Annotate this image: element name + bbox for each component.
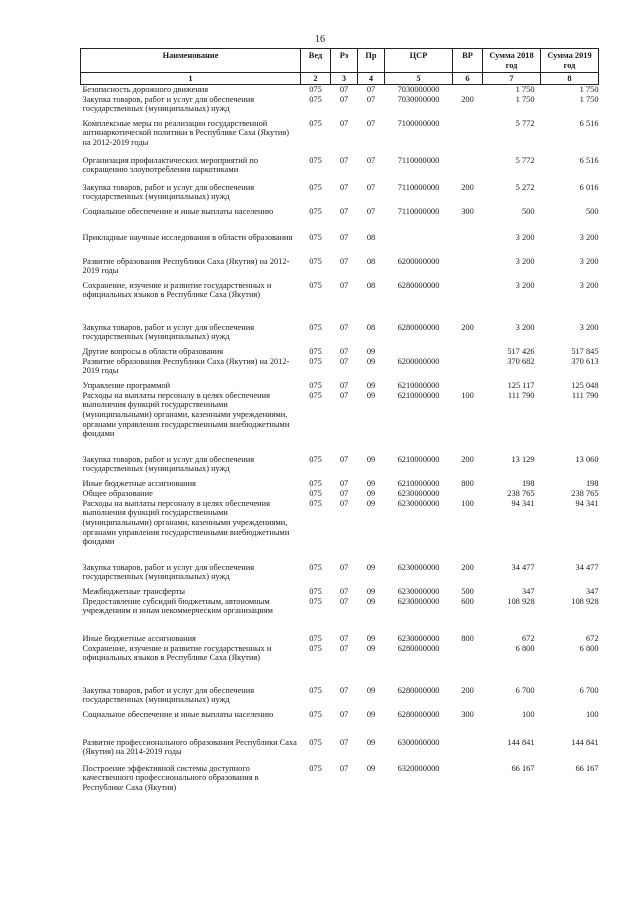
row-pr: 09 [366, 643, 376, 653]
row-sum-2018: 1 750 [515, 85, 535, 95]
row-csr: 6210000000 [397, 454, 440, 464]
row-name: Иные бюджетные ассигнования [82, 633, 196, 643]
row-rz: 07 [339, 346, 349, 356]
row-sum-2019: 6 700 [579, 685, 599, 695]
row-sum-2018: 198 [521, 478, 535, 488]
row-vr [453, 357, 483, 381]
row-sum-2018: 517 426 [507, 346, 535, 356]
row-csr: 6280000000 [397, 685, 440, 695]
row-csr: 7110000000 [397, 206, 440, 216]
row-rz: 07 [339, 155, 349, 165]
row-name: Закупка товаров, работ и услуг для обеспечения государственных (муниципальных) нужд [82, 685, 255, 705]
row-pr: 07 [366, 94, 376, 104]
row-rz: 07 [339, 182, 349, 192]
row-csr: 6230000000 [397, 596, 440, 606]
column-number: 8 [541, 73, 599, 85]
page-number: 16 [315, 34, 325, 45]
row-sum-2019: 6 800 [579, 643, 599, 653]
table-row [81, 119, 599, 156]
table-row [81, 587, 599, 597]
row-ved: 075 [309, 763, 322, 773]
row-name: Развитие образования Республики Саха (Якутия) на 2012-2019 годы [82, 256, 290, 276]
row-ved: 075 [309, 356, 322, 366]
row-ved: 075 [309, 596, 322, 606]
table-row [81, 281, 599, 323]
row-name: Расходы на выплаты персоналу в целях обеспечения выполнения функций государственными (муниципальными) органами, казенными учреждениями, органами управления государственными внебюджетными фондами [82, 498, 290, 547]
row-vr [453, 489, 483, 499]
row-sum-2018: 3 200 [515, 322, 535, 332]
row-name: Закупка товаров, работ и услуг для обеспечения государственных (муниципальных) нужд [82, 562, 255, 582]
row-sum-2019: 370 613 [571, 356, 599, 366]
row-sum-2019: 347 [585, 586, 599, 596]
row-rz: 07 [339, 380, 349, 390]
row-rz: 07 [339, 94, 349, 104]
row-pr: 08 [366, 280, 376, 290]
row-sum-2019: 3 200 [579, 280, 599, 290]
row-sum-2018: 144 841 [507, 737, 535, 747]
row-name: Закупка товаров, работ и услуг для обеспечения государственных (муниципальных) нужд [82, 322, 255, 342]
row-ved: 075 [309, 633, 322, 643]
row-csr: 6230000000 [397, 562, 440, 572]
row-rz: 07 [339, 206, 349, 216]
row-sum-2019: 238 765 [571, 488, 599, 498]
row-ved: 075 [309, 454, 322, 464]
row-name: Развитие профессионального образования Республики Саха (Якутия) на 2014-2019 годы [82, 737, 297, 757]
row-pr: 08 [366, 232, 376, 242]
row-vr: 300 [461, 709, 474, 719]
row-sum-2018: 3 200 [515, 280, 535, 290]
row-ved: 075 [309, 586, 322, 596]
row-sum-2019: 672 [585, 633, 599, 643]
row-sum-2018: 5 272 [515, 182, 535, 192]
row-vr [453, 156, 483, 183]
row-csr: 7100000000 [397, 118, 440, 128]
row-ved: 075 [309, 685, 322, 695]
table-row [81, 563, 599, 587]
row-sum-2019: 34 477 [575, 562, 599, 572]
header-name: Наименование [81, 49, 301, 73]
row-pr: 09 [366, 356, 376, 366]
table-row [81, 323, 599, 347]
row-ved: 075 [309, 380, 322, 390]
row-vr: 200 [461, 562, 474, 572]
row-name: Расходы на выплаты персоналу в целях обеспечения выполнения функций государственными (муниципальными) органами, казенными учреждениями, органами управления государственными внебюджетными фондами [82, 390, 290, 439]
row-vr: 200 [461, 322, 474, 332]
header-csr: ЦСР [385, 49, 453, 73]
row-sum-2019: 1 750 [579, 94, 599, 104]
row-pr: 09 [366, 763, 376, 773]
row-sum-2018: 108 928 [507, 596, 535, 606]
row-sum-2019: 144 841 [571, 737, 599, 747]
header-row [81, 49, 599, 73]
row-sum-2018: 66 167 [511, 763, 535, 773]
column-number: 6 [453, 73, 483, 85]
row-rz: 07 [339, 232, 349, 242]
row-name: Сохранение, изучение и развитие государственных и официальных языков в Республике Саха (Якутия) [82, 280, 272, 300]
row-name: Закупка товаров, работ и услуг для обеспечения государственных (муниципальных) нужд [82, 182, 255, 202]
row-name: Управление программой [82, 380, 171, 390]
table-row [81, 183, 599, 207]
row-pr: 09 [366, 390, 376, 400]
row-csr: 7030000000 [397, 85, 440, 95]
table-row [81, 764, 599, 801]
row-csr: 7110000000 [397, 155, 440, 165]
table-row [81, 644, 599, 686]
row-vr [453, 281, 483, 323]
table-row [81, 710, 599, 738]
table-row [81, 455, 599, 479]
row-ved: 075 [309, 390, 322, 400]
header-vr: ВР [453, 49, 483, 73]
row-sum-2019: 500 [585, 206, 599, 216]
row-pr: 07 [366, 182, 376, 192]
row-ved: 075 [309, 346, 322, 356]
table-row [81, 85, 599, 95]
row-ved: 075 [309, 206, 322, 216]
row-sum-2018: 3 200 [515, 232, 535, 242]
row-pr: 07 [366, 206, 376, 216]
row-sum-2018: 100 [521, 709, 535, 719]
row-rz: 07 [339, 488, 349, 498]
row-csr: 7030000000 [397, 94, 440, 104]
row-name: Закупка товаров, работ и услуг для обеспечения государственных (муниципальных) нужд [82, 94, 255, 114]
row-ved: 075 [309, 85, 322, 95]
row-pr: 09 [366, 685, 376, 695]
row-vr: 200 [461, 685, 474, 695]
row-sum-2019: 3 200 [579, 322, 599, 332]
row-sum-2019: 111 790 [571, 390, 599, 400]
row-pr: 09 [366, 586, 376, 596]
row-vr [453, 644, 483, 686]
row-name: Развитие образования Республики Саха (Якутия) на 2012-2019 годы [82, 356, 290, 376]
table-row [81, 686, 599, 710]
row-pr: 08 [366, 322, 376, 332]
column-number: 4 [358, 73, 385, 85]
row-vr: 300 [461, 206, 474, 216]
row-vr [453, 85, 483, 95]
table-row [81, 347, 599, 357]
table-row [81, 381, 599, 391]
row-rz: 07 [339, 562, 349, 572]
row-pr: 09 [366, 380, 376, 390]
row-sum-2019: 94 341 [575, 498, 599, 508]
row-sum-2019: 3 200 [579, 232, 599, 242]
table-row [81, 156, 599, 183]
row-csr: 6300000000 [397, 737, 440, 747]
row-pr: 09 [366, 596, 376, 606]
row-sum-2019: 198 [585, 478, 599, 488]
row-sum-2019: 108 928 [571, 596, 599, 606]
row-csr: 6280000000 [397, 709, 440, 719]
row-sum-2018: 13 129 [511, 454, 535, 464]
column-number: 7 [483, 73, 541, 85]
row-csr: 6280000000 [397, 280, 440, 290]
table-row [81, 738, 599, 764]
row-rz: 07 [339, 586, 349, 596]
row-sum-2018: 6 700 [515, 685, 535, 695]
row-ved: 075 [309, 155, 322, 165]
row-rz: 07 [339, 280, 349, 290]
row-pr: 07 [366, 85, 376, 95]
row-ved: 075 [309, 256, 322, 266]
row-csr: 6280000000 [397, 322, 440, 332]
row-vr: 200 [461, 454, 474, 464]
row-name: Закупка товаров, работ и услуг для обеспечения государственных (муниципальных) нужд [82, 454, 255, 474]
row-rz: 07 [339, 498, 349, 508]
row-rz: 07 [339, 454, 349, 464]
row-vr [453, 257, 483, 281]
row-sum-2018: 238 765 [507, 488, 535, 498]
row-rz: 07 [339, 763, 349, 773]
row-csr: 6210000000 [397, 390, 440, 400]
row-pr: 09 [366, 478, 376, 488]
row-vr [453, 119, 483, 156]
row-vr: 800 [461, 478, 474, 488]
header-pr: Пр [358, 49, 385, 73]
row-sum-2019: 517 845 [571, 346, 599, 356]
table-row [81, 207, 599, 233]
header-sum-2018: Сумма 2018 год [483, 49, 541, 73]
row-rz: 07 [339, 685, 349, 695]
row-sum-2019: 13 060 [575, 454, 599, 464]
row-sum-2018: 3 200 [515, 256, 535, 266]
row-name: Построение эффективной системы доступного качественного профессионального образования в Республике Саха (Якутия) [82, 763, 259, 792]
row-sum-2018: 6 800 [515, 643, 535, 653]
row-ved: 075 [309, 118, 322, 128]
row-sum-2018: 1 750 [515, 94, 535, 104]
row-sum-2019: 3 200 [579, 256, 599, 266]
table-row [81, 634, 599, 644]
row-rz: 07 [339, 478, 349, 488]
table-row [81, 391, 599, 455]
row-csr: 6280000000 [397, 643, 440, 653]
table-row [81, 257, 599, 281]
row-rz: 07 [339, 85, 349, 95]
row-sum-2018: 34 477 [511, 562, 535, 572]
row-sum-2018: 125 117 [507, 380, 535, 390]
row-vr [453, 347, 483, 357]
row-ved: 075 [309, 280, 322, 290]
row-sum-2018: 94 341 [511, 498, 535, 508]
row-csr [385, 233, 453, 257]
row-sum-2018: 347 [521, 586, 535, 596]
column-number: 5 [385, 73, 453, 85]
row-csr: 6200000000 [397, 356, 440, 366]
row-csr: 6210000000 [397, 380, 440, 390]
row-name: Организация профилактических мероприятий по сокращению злоупотребления наркотиками [82, 155, 259, 175]
row-rz: 07 [339, 256, 349, 266]
row-ved: 075 [309, 322, 322, 332]
table-row [81, 233, 599, 257]
row-ved: 075 [309, 182, 322, 192]
row-sum-2019: 1 750 [579, 85, 599, 95]
row-ved: 075 [309, 478, 322, 488]
row-pr: 09 [366, 562, 376, 572]
column-number-row [81, 73, 599, 85]
row-ved: 075 [309, 562, 322, 572]
row-ved: 075 [309, 232, 322, 242]
header-sum-2019: Сумма 2019 год [541, 49, 599, 73]
row-sum-2019: 6 016 [579, 182, 599, 192]
row-name: Общее образование [82, 488, 153, 498]
row-name: Межбюджетные трансферты [82, 586, 186, 596]
table-body [81, 85, 599, 801]
table-row [81, 479, 599, 489]
row-rz: 07 [339, 737, 349, 747]
row-sum-2018: 5 772 [515, 118, 535, 128]
budget-table-sheet [80, 48, 598, 801]
column-number: 3 [331, 73, 358, 85]
row-vr: 600 [461, 596, 474, 606]
row-sum-2019: 100 [585, 709, 599, 719]
row-rz: 07 [339, 118, 349, 128]
row-vr: 200 [461, 182, 474, 192]
row-sum-2018: 500 [521, 206, 535, 216]
table-row [81, 489, 599, 499]
row-vr [453, 738, 483, 764]
row-csr: 6230000000 [397, 633, 440, 643]
row-csr: 6200000000 [397, 256, 440, 266]
row-vr: 100 [461, 498, 474, 508]
row-pr: 09 [366, 454, 376, 464]
row-pr: 09 [366, 633, 376, 643]
column-number: 2 [301, 73, 331, 85]
row-name: Иные бюджетные ассигнования [82, 478, 196, 488]
row-vr: 200 [461, 94, 474, 104]
table-row [81, 95, 599, 119]
row-pr: 09 [366, 488, 376, 498]
row-csr: 6230000000 [397, 498, 440, 508]
row-ved: 075 [309, 643, 322, 653]
row-rz: 07 [339, 322, 349, 332]
row-name: Предоставление субсидий бюджетным, автономным учреждениям и иным некоммерческим организациям [82, 596, 273, 616]
row-pr: 07 [366, 155, 376, 165]
row-sum-2019: 125 048 [571, 380, 599, 390]
row-ved: 075 [309, 488, 322, 498]
row-rz: 07 [339, 596, 349, 606]
row-name: Социальное обеспечение и иные выплаты населению [82, 206, 274, 216]
row-rz: 07 [339, 709, 349, 719]
row-pr: 09 [366, 709, 376, 719]
row-csr: 6210000000 [397, 478, 440, 488]
row-sum-2018: 111 790 [507, 390, 535, 400]
row-ved: 075 [309, 709, 322, 719]
header-ved: Вед [301, 49, 331, 73]
row-vr: 500 [461, 586, 474, 596]
row-csr: 7110000000 [397, 182, 440, 192]
row-sum-2018: 5 772 [515, 155, 535, 165]
header-rz: Рз [331, 49, 358, 73]
table-row [81, 499, 599, 563]
row-vr [453, 233, 483, 257]
row-name: Сохранение, изучение и развитие государственных и официальных языков в Республике Саха (Якутия) [82, 643, 272, 663]
row-sum-2018: 370 682 [507, 356, 535, 366]
row-csr [385, 347, 453, 357]
row-vr: 100 [461, 390, 474, 400]
budget-table [80, 48, 599, 801]
row-vr: 800 [461, 633, 474, 643]
row-name: Комплексные меры по реализации государственной антинаркотической политики в Республике Саха (Якутия) на 2012-2019 годы [82, 118, 290, 147]
column-number: 1 [81, 73, 301, 85]
table-row [81, 357, 599, 381]
row-sum-2019: 6 516 [579, 118, 599, 128]
row-pr: 07 [366, 118, 376, 128]
row-name: Социальное обеспечение и иные выплаты населению [82, 709, 274, 719]
row-sum-2019: 6 516 [579, 155, 599, 165]
row-csr: 6320000000 [397, 763, 440, 773]
row-name: Безопасность дорожного движения [82, 85, 209, 95]
row-name: Прикладные научные исследования в области образования [82, 232, 293, 242]
row-csr: 6230000000 [397, 586, 440, 596]
row-sum-2018: 672 [521, 633, 535, 643]
row-rz: 07 [339, 390, 349, 400]
row-rz: 07 [339, 643, 349, 653]
row-pr: 08 [366, 256, 376, 266]
row-ved: 075 [309, 94, 322, 104]
row-rz: 07 [339, 356, 349, 366]
row-vr [453, 764, 483, 801]
row-csr: 6230000000 [397, 488, 440, 498]
table-row [81, 597, 599, 634]
row-rz: 07 [339, 633, 349, 643]
row-pr: 09 [366, 737, 376, 747]
row-ved: 075 [309, 737, 322, 747]
row-ved: 075 [309, 498, 322, 508]
row-sum-2019: 66 167 [575, 763, 599, 773]
row-vr [453, 381, 483, 391]
row-pr: 09 [366, 346, 376, 356]
row-pr: 09 [366, 498, 376, 508]
row-name: Другие вопросы в области образования [82, 346, 224, 356]
